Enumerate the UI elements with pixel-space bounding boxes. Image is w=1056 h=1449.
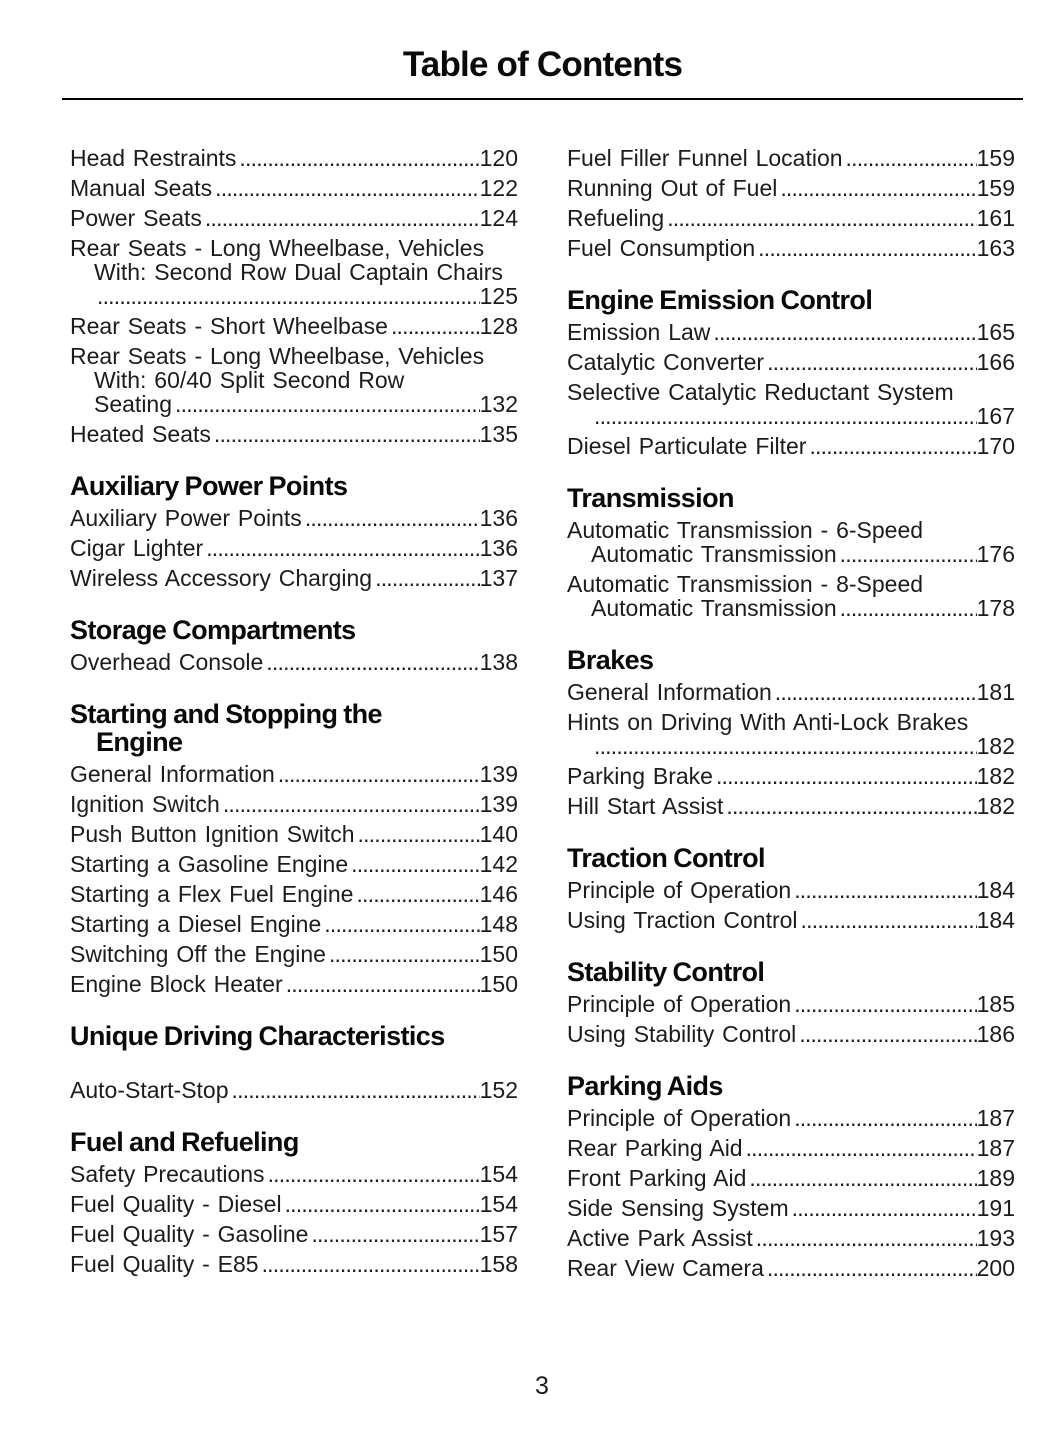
toc-entry (70, 762, 518, 786)
toc-entry-leader-row (70, 566, 518, 590)
toc-entry-page: 122 (479, 175, 518, 201)
toc-entry-page: 191 (976, 1195, 1015, 1221)
toc-entry-leader-row (567, 878, 1015, 902)
toc-entry-leader-row (567, 320, 1015, 344)
toc-entry-page: 135 (479, 421, 518, 447)
toc-entry-page: 146 (479, 881, 518, 907)
dot-leader (388, 314, 480, 338)
toc-section (567, 958, 1015, 1046)
toc-entry (70, 146, 518, 170)
dot-leader (220, 792, 480, 816)
dot-leader (203, 536, 479, 560)
dot-leader (777, 176, 976, 200)
toc-entry-leader-row (567, 764, 1015, 788)
toc-entry-label: Rear View Camera (567, 1255, 764, 1281)
toc-entry-label: Push Button Ignition Switch (70, 821, 355, 847)
section-heading (70, 616, 518, 644)
toc-entry-label: Automatic Transmission (591, 541, 837, 567)
dot-leader (263, 650, 479, 674)
toc-entry-page: 157 (479, 1221, 518, 1247)
toc-entry-page: 138 (479, 649, 518, 675)
toc-entry-label: Diesel Particulate Filter (567, 433, 807, 459)
toc-entry-page: 182 (976, 733, 1015, 759)
dot-leader (837, 596, 977, 620)
dot-leader (302, 506, 480, 530)
dot-leader (743, 1136, 977, 1160)
toc-entry-leader-row (567, 1256, 1015, 1280)
toc-entry-label: Parking Brake (567, 763, 713, 789)
toc-entry-line: Automatic Transmission - 6-Speed (567, 517, 924, 543)
toc-entry-leader-row (567, 794, 1015, 818)
toc-entry-label: Starting a Diesel Engine (70, 911, 322, 937)
toc-entry (70, 506, 518, 530)
toc-entry-leader-row (567, 542, 1015, 566)
dot-leader (283, 972, 480, 996)
toc-section (567, 484, 1015, 620)
toc-entry (70, 1222, 518, 1246)
dot-leader (282, 1192, 480, 1216)
toc-entry (70, 852, 518, 876)
toc-entry-label: Active Park Assist (567, 1225, 753, 1251)
dot-leader (275, 762, 480, 786)
toc-entry-page: 132 (479, 391, 518, 417)
toc-entry-page: 125 (479, 283, 518, 309)
page-number: 3 (535, 1372, 549, 1400)
dot-leader (664, 206, 976, 230)
toc-entry-label: Fuel Filler Funnel Location (567, 145, 843, 171)
toc-entry-line: Hints on Driving With Anti-Lock Brakes (567, 709, 969, 735)
toc-entry-leader-row (70, 822, 518, 846)
toc-entry-leader-row (70, 1078, 518, 1102)
toc-entry (567, 1196, 1015, 1220)
toc-section (70, 616, 518, 674)
toc-entry (567, 518, 1015, 566)
toc-entry-label: General Information (70, 761, 275, 787)
toc-entry (70, 314, 518, 338)
toc-entry-leader-row (70, 284, 518, 308)
toc-entry-page: 154 (479, 1161, 518, 1187)
toc-entry-page: 142 (479, 851, 518, 877)
toc-entry (567, 710, 1015, 758)
section-heading-line: Parking Aids (567, 1071, 723, 1101)
toc-entry-leader-row (567, 176, 1015, 200)
toc-column-right (567, 146, 1015, 1286)
toc-entry-leader-row (567, 434, 1015, 458)
toc-entry-label: Safety Precautions (70, 1161, 265, 1187)
toc-entry-label: Engine Block Heater (70, 971, 283, 997)
toc-entry-leader-row (70, 206, 518, 230)
dot-leader (764, 1256, 977, 1280)
section-heading-line: Auxiliary Power Points (70, 471, 348, 501)
toc-entry-leader-row (70, 146, 518, 170)
toc-entry-label: Power Seats (70, 205, 202, 231)
toc-entry (567, 1022, 1015, 1046)
section-heading-line: Unique Driving Characteristics (70, 1021, 445, 1051)
toc-entry-leader-row (70, 942, 518, 966)
toc-entry-page: 150 (479, 971, 518, 997)
toc-section (70, 1022, 518, 1102)
toc-entry (567, 1136, 1015, 1160)
toc-entry-leader-row (70, 1162, 518, 1186)
dot-leader (229, 1078, 480, 1102)
toc-entry (567, 764, 1015, 788)
toc-section (567, 646, 1015, 818)
toc-entry (567, 206, 1015, 230)
toc-entry-line: With: Second Row Dual Captain Chairs (94, 259, 503, 285)
toc-entry (567, 236, 1015, 260)
toc-entry-label: Heated Seats (70, 421, 211, 447)
toc-entry-label: General Information (567, 679, 772, 705)
toc-entry-label: Rear Parking Aid (567, 1135, 743, 1161)
dot-leader (591, 734, 977, 758)
toc-entry-label: Using Stability Control (567, 1021, 797, 1047)
toc-section (70, 146, 518, 446)
section-heading (567, 844, 1015, 872)
toc-entry (70, 206, 518, 230)
toc-section (70, 1128, 518, 1276)
section-heading-line: Transmission (567, 483, 734, 513)
toc-entry-line: Rear Seats - Long Wheelbase, Vehicles (70, 235, 485, 261)
toc-section (567, 286, 1015, 458)
dot-leader (755, 236, 976, 260)
toc-entry-leader-row (70, 1222, 518, 1246)
toc-entry-label: Head Restraints (70, 145, 237, 171)
dot-leader (843, 146, 977, 170)
toc-entry-label: Fuel Quality - E85 (70, 1251, 259, 1277)
section-heading-line: Starting and Stopping the (70, 699, 382, 729)
toc-entry (70, 650, 518, 674)
dot-leader (321, 912, 479, 936)
toc-section (70, 700, 518, 996)
toc-entry-leader-row (567, 146, 1015, 170)
toc-entry-leader-row (70, 1252, 518, 1276)
toc-entry-page: 167 (976, 403, 1015, 429)
dot-leader (308, 1222, 479, 1246)
toc-entry-page: 159 (976, 175, 1015, 201)
toc-entry-leader-row (567, 734, 1015, 758)
dot-leader (796, 1022, 976, 1046)
toc-entry-page: 184 (976, 877, 1015, 903)
toc-entry-label: Seating (94, 391, 173, 417)
toc-entry (567, 680, 1015, 704)
toc-entry-label: Starting a Gasoline Engine (70, 851, 349, 877)
toc-section (567, 844, 1015, 932)
toc-entry-label: Auto-Start-Stop (70, 1077, 229, 1103)
toc-entry-label: Front Parking Aid (567, 1165, 747, 1191)
toc-entry-label: Using Traction Control (567, 907, 798, 933)
toc-entry-page: 182 (976, 793, 1015, 819)
toc-entry (70, 422, 518, 446)
toc-entry-page: 128 (479, 313, 518, 339)
toc-entry-label: Catalytic Converter (567, 349, 765, 375)
toc-entry-leader-row (70, 314, 518, 338)
toc-entry-leader-row (70, 882, 518, 906)
toc-section (567, 146, 1015, 260)
section-heading-line: Engine Emission Control (567, 285, 873, 315)
toc-entry-page: 184 (976, 907, 1015, 933)
toc-entry-page: 148 (479, 911, 518, 937)
toc-entry (567, 1106, 1015, 1130)
toc-entry (70, 972, 518, 996)
dot-leader (746, 1166, 976, 1190)
toc-entry-label: Hill Start Assist (567, 793, 724, 819)
toc-entry-label: Principle of Operation (567, 991, 792, 1017)
toc-entry (567, 434, 1015, 458)
toc-entry-page: 152 (479, 1077, 518, 1103)
toc-entry (567, 320, 1015, 344)
toc-entry (70, 236, 518, 308)
toc-entry-label: Automatic Transmission (591, 595, 837, 621)
dot-leader (591, 404, 977, 428)
toc-entry-leader-row (567, 350, 1015, 374)
toc-entry-leader-row (567, 1166, 1015, 1190)
toc-entry-label: Refueling (567, 205, 665, 231)
toc-entry-leader-row (70, 792, 518, 816)
toc-entry (567, 908, 1015, 932)
toc-entry-label: Ignition Switch (70, 791, 220, 817)
toc-entry-leader-row (567, 596, 1015, 620)
toc-entry-label: Manual Seats (70, 175, 213, 201)
toc-entry-page: 176 (976, 541, 1015, 567)
toc-entry-leader-row (567, 1022, 1015, 1046)
dot-leader (713, 764, 977, 788)
dot-leader (723, 794, 976, 818)
dot-leader (211, 422, 480, 446)
toc-entry-label: Side Sensing System (567, 1195, 789, 1221)
toc-entry (70, 1192, 518, 1216)
toc-entry-page: 154 (479, 1191, 518, 1217)
dot-leader (789, 1196, 977, 1220)
title-divider (62, 98, 1023, 100)
dot-leader (710, 320, 976, 344)
toc-entry-label: Cigar Lighter (70, 535, 204, 561)
toc-entry-page: 120 (479, 145, 518, 171)
toc-entry (70, 942, 518, 966)
toc-entry-leader-row (70, 506, 518, 530)
toc-entry (567, 1166, 1015, 1190)
toc-entry-page: 193 (976, 1225, 1015, 1251)
toc-entry-leader-row (567, 206, 1015, 230)
toc-entry (567, 350, 1015, 374)
dot-leader (265, 1162, 480, 1186)
section-heading-line: Traction Control (567, 843, 765, 873)
dot-leader (791, 992, 976, 1016)
section-heading (567, 484, 1015, 512)
toc-entry (70, 1252, 518, 1276)
toc-entry-page: 200 (976, 1255, 1015, 1281)
toc-entry-label: Principle of Operation (567, 877, 792, 903)
toc-entry-leader-row (567, 680, 1015, 704)
toc-entry-label: Wireless Accessory Charging (70, 565, 373, 591)
toc-entry-leader-row (70, 762, 518, 786)
toc-entry-leader-row (70, 912, 518, 936)
section-heading-line: Stability Control (567, 957, 765, 987)
section-heading (70, 1128, 518, 1156)
toc-entry (70, 1078, 518, 1102)
dot-leader (202, 206, 480, 230)
section-heading (567, 1072, 1015, 1100)
toc-entry (567, 176, 1015, 200)
toc-columns (70, 146, 1015, 1286)
toc-entry-line: With: 60/40 Split Second Row (94, 367, 405, 393)
toc-entry-label: Switching Off the Engine (70, 941, 326, 967)
toc-entry (567, 992, 1015, 1016)
toc-entry-page: 178 (976, 595, 1015, 621)
toc-entry-leader-row (70, 392, 518, 416)
dot-leader (798, 908, 977, 932)
section-heading (70, 472, 518, 500)
toc-entry-page: 161 (976, 205, 1015, 231)
toc-entry-label: Running Out of Fuel (567, 175, 778, 201)
toc-entry-page: 136 (479, 505, 518, 531)
toc-section (70, 472, 518, 590)
toc-entry-leader-row (70, 422, 518, 446)
toc-column-left (70, 146, 518, 1286)
toc-entry-label: Rear Seats - Short Wheelbase (70, 313, 388, 339)
dot-leader (772, 680, 977, 704)
toc-entry-leader-row (70, 972, 518, 996)
toc-entry-label: Fuel Quality - Diesel (70, 1191, 282, 1217)
toc-entry-page: 189 (976, 1165, 1015, 1191)
dot-leader (806, 434, 976, 458)
toc-entry-page: 187 (976, 1105, 1015, 1131)
toc-entry-page: 181 (976, 679, 1015, 705)
toc-entry-label: Auxiliary Power Points (70, 505, 302, 531)
page-header (62, 0, 1023, 100)
toc-entry-leader-row (567, 1136, 1015, 1160)
toc-entry-label: Starting a Flex Fuel Engine (70, 881, 354, 907)
dot-leader (764, 350, 977, 374)
toc-entry (70, 344, 518, 416)
toc-entry-leader-row (70, 852, 518, 876)
toc-entry-leader-row (70, 1192, 518, 1216)
toc-entry (567, 794, 1015, 818)
toc-entry-leader-row (567, 1196, 1015, 1220)
toc-entry-leader-row (567, 908, 1015, 932)
section-heading-line: Engine (96, 727, 183, 757)
toc-entry-label: Fuel Consumption (567, 235, 756, 261)
toc-entry (70, 536, 518, 560)
section-heading (567, 646, 1015, 674)
toc-entry-label: Overhead Console (70, 649, 264, 675)
page-title: Table of Contents (402, 45, 683, 84)
toc-entry-label: Fuel Quality - Gasoline (70, 1221, 309, 1247)
dot-leader (348, 852, 480, 876)
toc-entry-page: 165 (976, 319, 1015, 345)
toc-entry-line: Automatic Transmission - 8-Speed (567, 571, 924, 597)
toc-entry-page: 186 (976, 1021, 1015, 1047)
toc-entry-line: Rear Seats - Long Wheelbase, Vehicles (70, 343, 485, 369)
toc-entry-page: 140 (479, 821, 518, 847)
dot-leader (172, 392, 480, 416)
dot-leader (355, 822, 480, 846)
toc-entry-page: 166 (976, 349, 1015, 375)
toc-entry-page: 182 (976, 763, 1015, 789)
toc-entry (567, 878, 1015, 902)
dot-leader (372, 566, 480, 590)
toc-entry-leader-row (567, 404, 1015, 428)
toc-entry (70, 566, 518, 590)
section-heading (567, 958, 1015, 986)
toc-entry-leader-row (70, 536, 518, 560)
toc-entry-leader-row (567, 1226, 1015, 1250)
section-heading (70, 700, 518, 756)
toc-entry-leader-row (567, 236, 1015, 260)
toc-entry-page: 124 (479, 205, 518, 231)
section-heading (70, 1022, 518, 1050)
toc-entry-label: Emission Law (567, 319, 711, 345)
toc-entry-page: 159 (976, 145, 1015, 171)
toc-entry-label: Principle of Operation (567, 1105, 792, 1131)
toc-entry-page: 187 (976, 1135, 1015, 1161)
toc-entry (567, 146, 1015, 170)
dot-leader (791, 878, 976, 902)
toc-entry-leader-row (70, 176, 518, 200)
toc-entry-page: 137 (479, 565, 518, 591)
toc-entry-page: 150 (479, 941, 518, 967)
section-heading (567, 286, 1015, 314)
dot-leader (753, 1226, 977, 1250)
dot-leader (326, 942, 480, 966)
toc-entry-leader-row (70, 650, 518, 674)
toc-entry (70, 822, 518, 846)
toc-entry (70, 176, 518, 200)
toc-entry (70, 882, 518, 906)
toc-entry-leader-row (567, 1106, 1015, 1130)
toc-entry (70, 912, 518, 936)
toc-entry (567, 1226, 1015, 1250)
dot-leader (94, 284, 480, 308)
toc-entry (567, 380, 1015, 428)
toc-entry-line: Selective Catalytic Reductant System (567, 379, 954, 405)
toc-entry-page: 136 (479, 535, 518, 561)
toc-section (567, 1072, 1015, 1280)
toc-entry-page: 170 (976, 433, 1015, 459)
dot-leader (791, 1106, 976, 1130)
dot-leader (259, 1252, 480, 1276)
toc-entry (567, 572, 1015, 620)
toc-entry-leader-row (567, 992, 1015, 1016)
toc-entry-page: 139 (479, 761, 518, 787)
toc-entry-page: 158 (479, 1251, 518, 1277)
section-heading-line: Brakes (567, 645, 654, 675)
section-heading-line: Storage Compartments (70, 615, 356, 645)
toc-entry-page: 139 (479, 791, 518, 817)
toc-entry (70, 1162, 518, 1186)
toc-entry-page: 163 (976, 235, 1015, 261)
dot-leader (236, 146, 479, 170)
dot-leader (837, 542, 977, 566)
dot-leader (212, 176, 479, 200)
toc-entry (70, 792, 518, 816)
toc-entry (567, 1256, 1015, 1280)
dot-leader (353, 882, 479, 906)
toc-entry-page: 185 (976, 991, 1015, 1017)
section-heading-line: Fuel and Refueling (70, 1127, 299, 1157)
